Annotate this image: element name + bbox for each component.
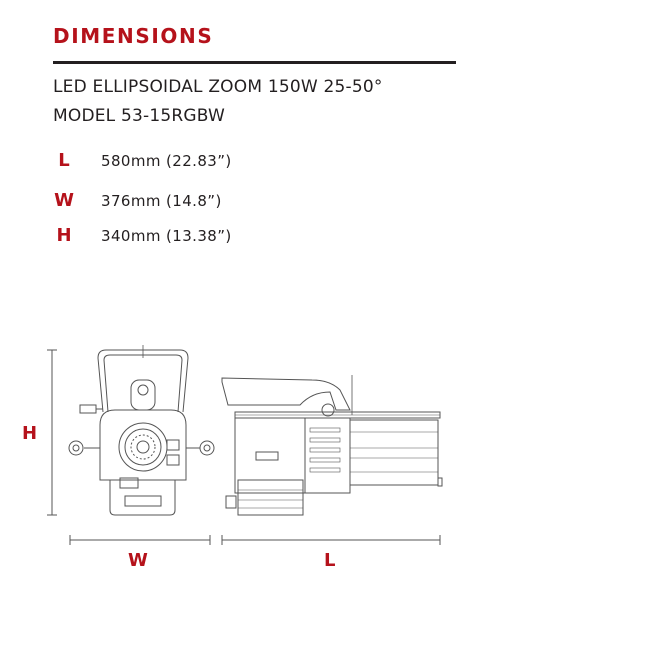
dim-letter-length: L — [58, 150, 70, 171]
dim-letter-width: W — [54, 190, 74, 211]
model-number: MODEL 53-15RGBW — [53, 106, 226, 126]
dim-value-height: 340mm (13.38”) — [101, 227, 232, 245]
section-title: DIMENSIONS — [53, 24, 214, 48]
front-view-drawing — [69, 345, 214, 515]
width-axis-label: W — [128, 550, 148, 571]
height-axis-label: H — [22, 423, 38, 444]
width-dimension-line — [70, 535, 210, 545]
dim-letter-height: H — [56, 225, 72, 246]
dim-value-length: 580mm (22.83”) — [101, 152, 232, 170]
dim-value-width: 376mm (14.8”) — [101, 192, 222, 210]
height-dimension-line — [47, 350, 57, 515]
length-dimension-line — [222, 535, 440, 545]
length-axis-label: L — [324, 550, 336, 571]
product-name: LED ELLIPSOIDAL ZOOM 150W 25-50° — [53, 77, 383, 97]
side-view-drawing — [222, 375, 442, 515]
